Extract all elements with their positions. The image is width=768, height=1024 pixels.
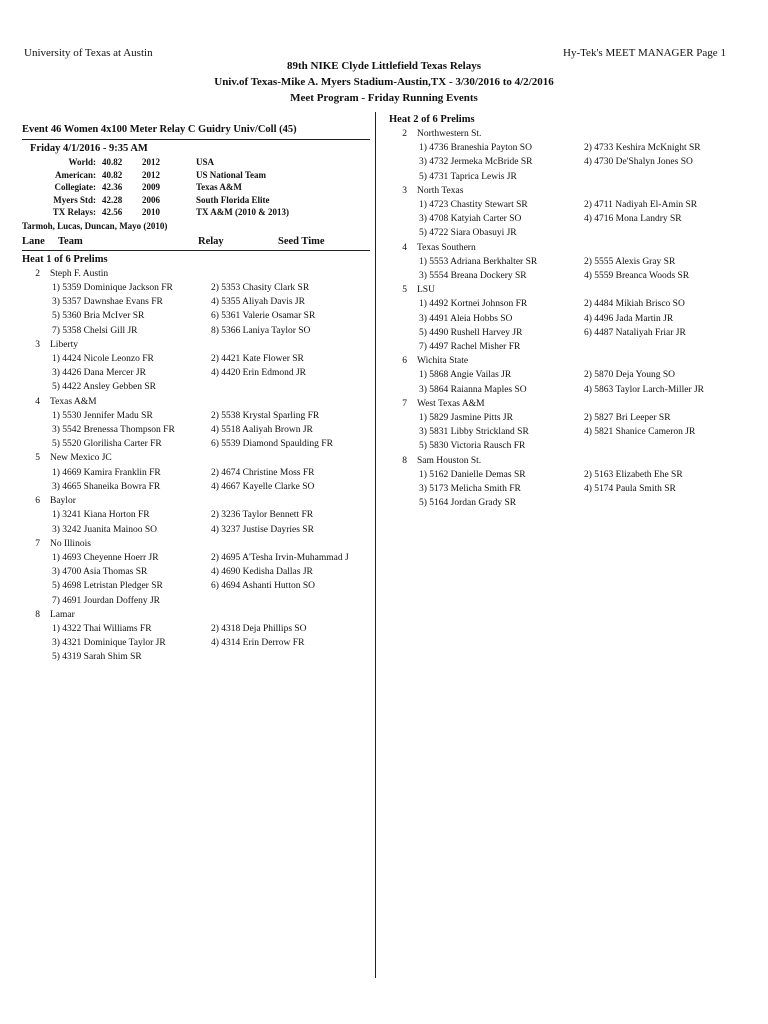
athlete-row — [22, 295, 370, 309]
record-holder: South Florida Elite — [196, 194, 270, 205]
athlete-row — [389, 170, 759, 184]
record-year: 2012 — [142, 157, 160, 168]
athlete-row — [22, 466, 370, 480]
lane-number: 4 — [402, 242, 407, 253]
athlete-row — [389, 312, 759, 326]
record-row — [28, 194, 289, 206]
team-row — [22, 395, 370, 409]
athlete-row — [22, 352, 370, 366]
athlete-row — [22, 636, 370, 650]
athlete-entry: 1) 5829 Jasmine Pitts JR — [419, 413, 513, 424]
athlete-row — [22, 309, 370, 323]
lane-number: 2 — [35, 268, 40, 279]
athlete-row — [389, 496, 759, 510]
athlete-entry: 7) 5358 Chelsi Gill JR — [52, 325, 138, 336]
record-time: 40.82 — [102, 157, 123, 168]
record-row — [28, 156, 289, 168]
athlete-entry: 4) 4716 Mona Landry SR — [584, 214, 682, 225]
athlete-entry: 5) 4722 Siara Obasuyi JR — [419, 228, 517, 239]
athlete-entry: 1) 4693 Cheyenne Hoerr JR — [52, 552, 159, 563]
athlete-entry: 3) 4708 Katyiah Carter SO — [419, 214, 522, 225]
athlete-row — [389, 368, 759, 382]
lane-number: 2 — [402, 129, 407, 139]
athlete-entry: 3) 5357 Dawnshae Evans FR — [52, 297, 163, 308]
team-row — [389, 354, 759, 368]
athlete-entry: 1) 4669 Kamira Franklin FR — [52, 467, 161, 478]
athlete-entry: 5) 4422 Ansley Gebben SR — [52, 382, 156, 393]
athlete-entry: 7) 4691 Jourdan Doffeny JR — [52, 595, 161, 606]
athlete-entry: 3) 4491 Aleia Hobbs SO — [419, 313, 513, 324]
athlete-entry: 6) 5539 Diamond Spaulding FR — [211, 439, 333, 450]
athlete-entry: 4) 4496 Jada Martin JR — [584, 313, 674, 324]
athlete-entry: 4) 5355 Aliyah Davis JR — [211, 297, 305, 308]
heat-label: Heat 1 of 6 Prelims — [22, 253, 108, 265]
athlete-entry: 5) 5520 Glorilisha Carter FR — [52, 439, 162, 450]
rule-top — [22, 139, 370, 140]
athlete-row — [389, 439, 759, 453]
athlete-row — [389, 198, 759, 212]
record-label: World: — [68, 157, 96, 168]
record-year: 2010 — [142, 207, 160, 218]
lane-number: 7 — [402, 398, 407, 409]
record-holder: USA — [196, 157, 215, 168]
athlete-row — [22, 594, 370, 608]
athlete-entry: 7) 4497 Rachel Misher FR — [419, 342, 521, 353]
athlete-row — [389, 482, 759, 496]
athlete-entry: 4) 4730 De'Shalyn Jones SO — [584, 157, 693, 168]
athlete-entry: 2) 5870 Deja Young SO — [584, 370, 676, 381]
athlete-entry: 3) 4665 Shaneika Bowra FR — [52, 481, 161, 492]
team-name: No Illinois — [50, 538, 91, 549]
athlete-entry: 4) 5518 Aaliyah Brown JR — [211, 425, 313, 436]
athlete-entry: 1) 4723 Chastity Stewart SR — [419, 200, 528, 211]
team-heading: Team — [58, 235, 83, 247]
meet-name: 89th NIKE Clyde Littlefield Texas Relays — [286, 60, 482, 72]
athlete-row — [22, 281, 370, 295]
relay-heading: Relay — [198, 235, 224, 247]
athlete-row — [22, 324, 370, 338]
seed-heading: Seed Time — [278, 235, 325, 247]
athlete-entry: 2) 4733 Keshira McKnight SR — [584, 143, 701, 154]
athlete-entry: 1) 4736 Braneshia Payton SO — [419, 143, 532, 154]
team-row — [22, 608, 370, 622]
team-row — [22, 451, 370, 465]
record-label: American: — [55, 169, 96, 180]
team-name: Lamar — [50, 609, 75, 620]
heat-block — [389, 113, 759, 510]
athlete-entry: 3) 5831 Libby Strickland SR — [419, 427, 529, 438]
athlete-row — [22, 366, 370, 380]
athlete-entry: 4) 3237 Justise Dayries SR — [211, 524, 314, 535]
athlete-row — [389, 212, 759, 226]
lane-number: 6 — [402, 356, 407, 367]
athlete-row — [389, 297, 759, 311]
athlete-row — [389, 468, 759, 482]
lane-number: 8 — [35, 609, 40, 620]
athlete-entry: 5) 4490 Rushell Harvey JR — [419, 327, 523, 338]
team-name: West Texas A&M — [417, 398, 485, 409]
athlete-entry: 2) 4711 Nadiyah El-Amin SR — [584, 200, 698, 211]
team-name: Baylor — [50, 496, 76, 507]
record-year: 2012 — [142, 169, 160, 180]
lane-number: 4 — [35, 396, 40, 407]
header-institution: University of Texas at Austin — [24, 47, 153, 59]
record-time: 42.56 — [102, 207, 123, 218]
lane-number: 5 — [35, 453, 40, 464]
team-row — [22, 494, 370, 508]
athlete-entry: 3) 5173 Melicha Smith FR — [419, 484, 521, 495]
lane-number: 8 — [402, 455, 407, 466]
team-name: Northwestern St. — [417, 129, 482, 139]
athlete-row — [389, 141, 759, 155]
athlete-entry: 5) 5360 Bria McIver SR — [52, 311, 145, 322]
team-row — [389, 241, 759, 255]
athlete-entry: 3) 4426 Dana Mercer JR — [52, 368, 146, 379]
record-holders: Tarmoh, Lucas, Duncan, Mayo (2010) — [22, 221, 168, 232]
team-row — [389, 184, 759, 198]
athlete-entry: 2) 5555 Alexis Gray SR — [584, 256, 676, 267]
athlete-row — [22, 423, 370, 437]
record-holder: TX A&M (2010 & 2013) — [196, 207, 289, 218]
athlete-entry: 1) 4424 Nicole Leonzo FR — [52, 354, 154, 365]
team-row — [389, 283, 759, 297]
athlete-entry: 2) 4421 Kate Flower SR — [211, 354, 304, 365]
team-row — [389, 127, 759, 141]
team-name: Sam Houston St. — [417, 455, 482, 466]
record-row — [28, 206, 289, 218]
athlete-entry: 5) 4731 Taprica Lewis JR — [419, 171, 517, 182]
athlete-row — [389, 425, 759, 439]
athlete-entry: 1) 4492 Kortnei Johnson FR — [419, 299, 528, 310]
heat-label: Heat 2 of 6 Prelims — [389, 114, 475, 125]
record-label: Collegiate: — [54, 182, 96, 193]
athlete-row — [389, 226, 759, 240]
athlete-entry: 4) 5821 Shanice Cameron JR — [584, 427, 696, 438]
record-row — [28, 169, 289, 181]
team-name: LSU — [417, 285, 435, 296]
athlete-entry: 3) 3242 Juanita Mainoo SO — [52, 524, 158, 535]
record-year: 2009 — [142, 182, 160, 193]
team-row — [389, 454, 759, 468]
athlete-entry: 4) 5559 Breanca Woods SR — [584, 271, 690, 282]
right-column — [389, 113, 759, 510]
athlete-entry: 1) 5359 Dominique Jackson FR — [52, 283, 173, 294]
athlete-row — [22, 437, 370, 451]
athlete-entry: 4) 4667 Kayelle Clarke SO — [211, 481, 315, 492]
athlete-entry: 4) 5863 Taylor Larch-Miller JR — [584, 384, 704, 395]
team-row — [389, 397, 759, 411]
athlete-entry: 3) 5554 Breana Dockery SR — [419, 271, 527, 282]
athlete-entry: 3) 4700 Asia Thomas SR — [52, 567, 148, 578]
left-column — [22, 123, 370, 665]
athlete-row — [389, 155, 759, 169]
lane-number: 5 — [402, 285, 407, 296]
header-software: Hy-Tek's MEET MANAGER Page 1 — [563, 47, 726, 59]
record-year: 2006 — [142, 194, 160, 205]
record-time: 42.36 — [102, 182, 123, 193]
lane-number: 7 — [35, 538, 40, 549]
athlete-entry: 5) 5830 Victoria Rausch FR — [419, 441, 526, 452]
team-name: Liberty — [50, 339, 78, 350]
athlete-row — [22, 650, 370, 664]
venue-dates: Univ.of Texas-Mike A. Myers Stadium-Austin,TX - 3/30/2016 to 4/2/2016 — [214, 76, 554, 88]
athlete-entry: 5) 4698 Letristan Pledger SR — [52, 581, 163, 592]
athlete-row — [389, 269, 759, 283]
athlete-entry: 5) 5164 Jordan Grady SR — [419, 498, 517, 509]
athlete-entry: 5) 4319 Sarah Shim SR — [52, 652, 142, 663]
team-name: Wichita State — [417, 356, 469, 367]
records-table — [28, 156, 289, 218]
athlete-row — [22, 551, 370, 565]
athlete-row — [389, 326, 759, 340]
athlete-entry: 3) 4732 Jermeka McBride SR — [419, 157, 533, 168]
athlete-row — [22, 409, 370, 423]
team-row — [22, 267, 370, 281]
team-name: New Mexico JC — [50, 453, 112, 464]
athlete-entry: 3) 5864 Raianna Maples SO — [419, 384, 527, 395]
athlete-entry: 3) 5542 Brenessa Thompson FR — [52, 425, 175, 436]
athlete-entry: 1) 3241 Kiana Horton FR — [52, 510, 150, 521]
team-row — [22, 537, 370, 551]
athlete-row — [22, 480, 370, 494]
athlete-entry: 2) 5538 Krystal Sparling FR — [211, 410, 320, 421]
athlete-row — [22, 565, 370, 579]
record-label: TX Relays: — [52, 207, 96, 218]
athlete-entry: 6) 4694 Ashanti Hutton SO — [211, 581, 315, 592]
athlete-entry: 4) 4314 Erin Derrow FR — [211, 638, 305, 649]
athlete-entry: 2) 5163 Elizabeth Ehe SR — [584, 469, 683, 480]
athlete-entry: 1) 5162 Danielle Demas SR — [419, 469, 526, 480]
athlete-row — [389, 255, 759, 269]
heat-block — [22, 253, 370, 665]
team-name: Steph F. Austin — [50, 268, 109, 279]
athlete-row — [389, 411, 759, 425]
team-name: Texas Southern — [417, 242, 476, 253]
record-time: 42.28 — [102, 194, 123, 205]
lane-number: 6 — [35, 496, 40, 507]
athlete-row — [389, 383, 759, 397]
team-row — [22, 338, 370, 352]
session-time: Friday 4/1/2016 - 9:35 AM — [30, 143, 148, 155]
athlete-entry: 1) 5553 Adriana Berkhalter SR — [419, 256, 538, 267]
athlete-entry: 1) 5868 Angie Vailas JR — [419, 370, 512, 381]
athlete-entry: 2) 4484 Mikiah Brisco SO — [584, 299, 685, 310]
athlete-entry: 2) 5353 Chasity Clark SR — [211, 283, 310, 294]
record-row — [28, 181, 289, 193]
column-headings — [22, 235, 370, 249]
athlete-entry: 3) 4321 Dominique Taylor JR — [52, 638, 166, 649]
event-title: Event 46 Women 4x100 Meter Relay C Guidry Univ/Coll (45) — [22, 124, 297, 135]
athlete-entry: 1) 5530 Jennifer Madu SR — [52, 410, 153, 421]
column-divider — [375, 112, 376, 978]
athlete-row — [22, 508, 370, 522]
athlete-entry: 2) 4318 Deja Phillips SO — [211, 623, 307, 634]
athlete-entry: 2) 4674 Christine Moss FR — [211, 467, 315, 478]
record-label: Myers Std: — [53, 194, 96, 205]
athlete-entry: 2) 3236 Taylor Bennett FR — [211, 510, 314, 521]
athlete-entry: 1) 4322 Thai Williams FR — [52, 623, 152, 634]
record-holder: US National Team — [196, 169, 267, 180]
team-name: Texas A&M — [50, 396, 97, 407]
record-time: 40.82 — [102, 169, 123, 180]
athlete-entry: 8) 5366 Laniya Taylor SO — [211, 325, 311, 336]
team-name: North Texas — [417, 185, 464, 196]
athlete-entry: 2) 4695 A'Tesha Irvin-Muhammad J — [211, 552, 349, 563]
athlete-row — [22, 380, 370, 394]
record-holder: Texas A&M — [196, 182, 242, 193]
rule-heads — [22, 250, 370, 251]
lane-heading: Lane — [22, 235, 45, 247]
lane-number: 3 — [402, 185, 407, 196]
lane-number: 3 — [35, 339, 40, 350]
athlete-entry: 4) 4690 Kedisha Dallas JR — [211, 567, 313, 578]
athlete-entry: 6) 4487 Nataliyah Friar JR — [584, 327, 686, 338]
athlete-row — [22, 622, 370, 636]
athlete-row — [389, 340, 759, 354]
athlete-entry: 2) 5827 Bri Leeper SR — [584, 413, 671, 424]
athlete-row — [22, 579, 370, 593]
athlete-entry: 4) 5174 Paula Smith SR — [584, 484, 676, 495]
athlete-entry: 4) 4420 Erin Edmond JR — [211, 368, 306, 379]
athlete-entry: 6) 5361 Valerie Osamar SR — [211, 311, 316, 322]
program-title: Meet Program - Friday Running Events — [290, 92, 478, 104]
athlete-row — [22, 523, 370, 537]
